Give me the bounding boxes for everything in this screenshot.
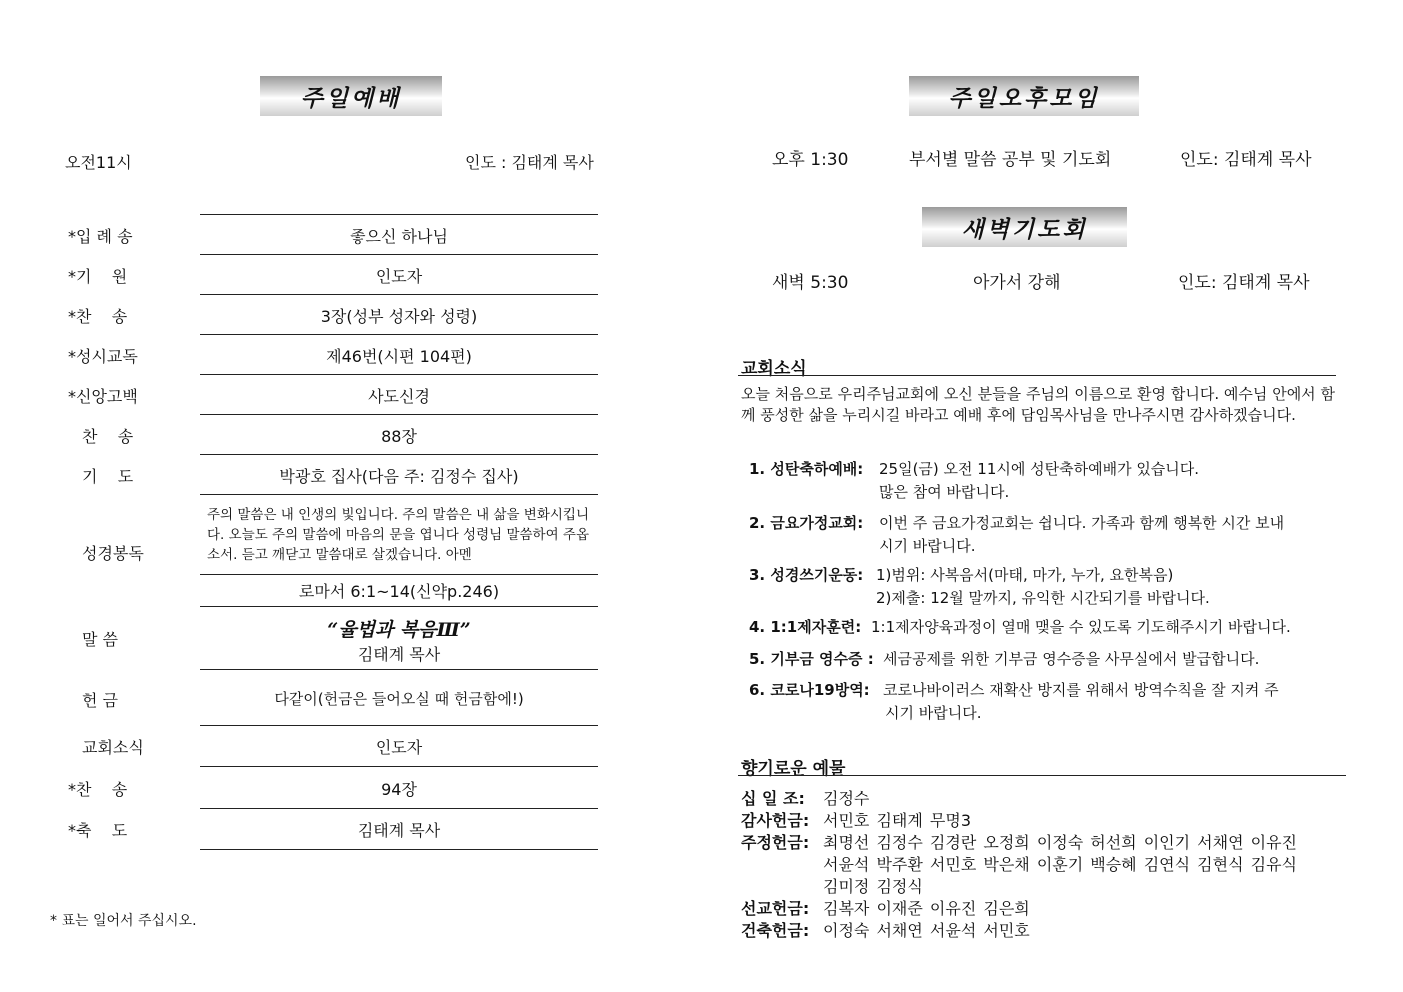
news-heading: 교회소식 (741, 359, 807, 379)
offering-row-label: 십 일 조: (741, 789, 805, 808)
offering-row-names: 서민호 김태계 무명3 (823, 811, 971, 830)
reading-ref: 로마서 6:1~14(신약p.246) (298, 582, 500, 601)
news-item-line1: 25일(금) 오전 11시에 성탄축하예배가 있습니다. (879, 460, 1200, 478)
rule (200, 574, 598, 575)
rule (200, 669, 598, 670)
news-item-label: 2. 금요가정교회: (749, 514, 864, 532)
rule (200, 725, 598, 726)
offering-row-label: 선교헌금: (741, 899, 810, 918)
rule (738, 375, 1336, 376)
news-item-line2: 시기 바랍니다. (885, 704, 982, 722)
news-intro: 오늘 처음으로 우리주님교회에 오신 분들을 주님의 이름으로 환영 합니다. 예수님 안에서 함께 풍성한 삶을 누리시길 바라고 예배 후에 담임목사님을 만나주시면 감사하겠습니다. (741, 385, 1335, 424)
worship-time: 오전11시 (65, 153, 132, 172)
order-value: 제46번(시편 104편) (326, 347, 472, 366)
offering-label: 헌 금 (82, 691, 118, 710)
news-item-label: 1. 성탄축하예배: (749, 460, 864, 478)
order-label: *입 례 송 (68, 227, 133, 246)
sermon-label: 말 씀 (82, 630, 118, 649)
rule (200, 214, 598, 215)
offering-row-names: 최명선 김정수 김경란 오정희 이정숙 허선희 이인기 서채연 이유진 (823, 833, 1298, 852)
order-label: *찬 송 (68, 780, 128, 799)
order-label: *신앙고백 (68, 387, 138, 406)
order-label: 찬 송 (82, 427, 134, 446)
news-item-line2: 많은 참여 바랍니다. (879, 483, 1010, 501)
offering-row-names: 김미정 김정식 (823, 877, 923, 896)
news-item-line1: 이번 주 금요가정교회는 쉽니다. 가족과 함께 행복한 시간 보내 (879, 514, 1285, 532)
rule (200, 254, 598, 255)
order-label: 교회소식 (82, 738, 144, 757)
rule (738, 775, 1346, 776)
news-item-line1: 코로나바이러스 재확산 방지를 위해서 방역수칙을 잘 지켜 주 (883, 681, 1279, 699)
worship-leader: 인도 : 김태계 목사 (465, 153, 594, 172)
offering-row-label: 감사헌금: (741, 811, 810, 830)
news-item-label: 3. 성경쓰기운동: (749, 566, 864, 584)
order-value: 김태계 목사 (357, 821, 441, 840)
offering-row-label: 건축헌금: (741, 921, 810, 940)
order-value: 94장 (381, 780, 417, 799)
rule (200, 414, 598, 415)
rule (200, 294, 598, 295)
rule (200, 766, 598, 767)
dawn-leader: 인도: 김태계 목사 (1178, 273, 1310, 293)
rule (200, 454, 598, 455)
news-item-line2: 시기 바랍니다. (879, 537, 976, 555)
rule (200, 374, 598, 375)
news-item-line1: 1)범위: 사복음서(마태, 마가, 누가, 요한복음) (876, 566, 1174, 584)
reading-label: 성경봉독 (82, 544, 144, 563)
afternoon-title: 주일오후모임 (909, 76, 1139, 116)
offering-value: 다같이(헌금은 들어오실 때 헌금함에!) (274, 690, 524, 708)
order-value: 인도자 (375, 267, 423, 286)
order-label: *기 원 (68, 267, 128, 286)
afternoon-leader: 인도: 김태계 목사 (1180, 150, 1312, 170)
offering-row-names: 김복자 이재준 이유진 김은희 (823, 899, 1030, 918)
order-label: *축 도 (68, 821, 128, 840)
afternoon-desc: 부서별 말씀 공부 및 기도회 (909, 150, 1112, 170)
order-value: 인도자 (375, 738, 423, 757)
sermon-preacher: 김태계 목사 (357, 645, 441, 664)
sermon-title: “율법과 복음Ⅲ” (327, 619, 471, 641)
rule (200, 849, 598, 850)
order-label: 기 도 (82, 467, 134, 486)
dawn-desc: 아가서 강해 (973, 273, 1061, 293)
offerings-heading: 향기로운 예물 (741, 759, 846, 779)
offering-row-names: 서윤석 박주환 서민호 박은채 이훈기 백승혜 김연식 김현식 김유식 (823, 855, 1298, 874)
rule (200, 606, 598, 607)
offering-row-names: 이정숙 서채연 서윤석 서민호 (823, 921, 1030, 940)
offering-row-names: 김정수 (823, 789, 870, 808)
rule (200, 494, 598, 495)
afternoon-time: 오후 1:30 (772, 150, 849, 170)
order-label: *성시교독 (68, 347, 138, 366)
order-value: 박광호 집사(다음 주: 김정수 집사) (279, 467, 519, 486)
news-item-label: 4. 1:1제자훈련: (749, 618, 862, 636)
order-value: 88장 (381, 427, 417, 446)
news-item-label: 5. 기부금 영수증 : (749, 650, 874, 668)
order-value: 3장(성부 성자와 성령) (320, 307, 478, 326)
news-item-line2: 2)제출: 12월 말까지, 유익한 시간되기를 바랍니다. (876, 589, 1210, 607)
order-value: 사도신경 (368, 387, 430, 406)
reading-text: 주의 말씀은 내 인생의 빛입니다. 주의 말씀은 내 삶을 변화시킵니다. 오늘도 주의 말씀에 마음의 문을 엽니다 성령님 말씀하여 주옵소서. 듣고 깨닫고 말씀대로 살겠습니다. 아멘 (207, 507, 589, 563)
worship-title: 주일예배 (260, 76, 442, 116)
news-item-line1: 1:1제자양육과정이 열매 맺을 수 있도록 기도해주시기 바랍니다. (871, 618, 1291, 636)
dawn-time: 새벽 5:30 (772, 273, 849, 293)
offering-row-label: 주정헌금: (741, 833, 810, 852)
standing-note: * 표는 일어서 주십시오. (50, 913, 197, 929)
news-item-label: 6. 코로나19방역: (749, 681, 870, 699)
rule (200, 334, 598, 335)
news-item-line1: 세금공제를 위한 기부금 영수증을 사무실에서 발급합니다. (883, 650, 1260, 668)
rule (200, 808, 598, 809)
order-value: 좋으신 하나님 (350, 227, 448, 246)
order-label: *찬 송 (68, 307, 128, 326)
dawn-title: 새벽기도회 (922, 207, 1127, 247)
